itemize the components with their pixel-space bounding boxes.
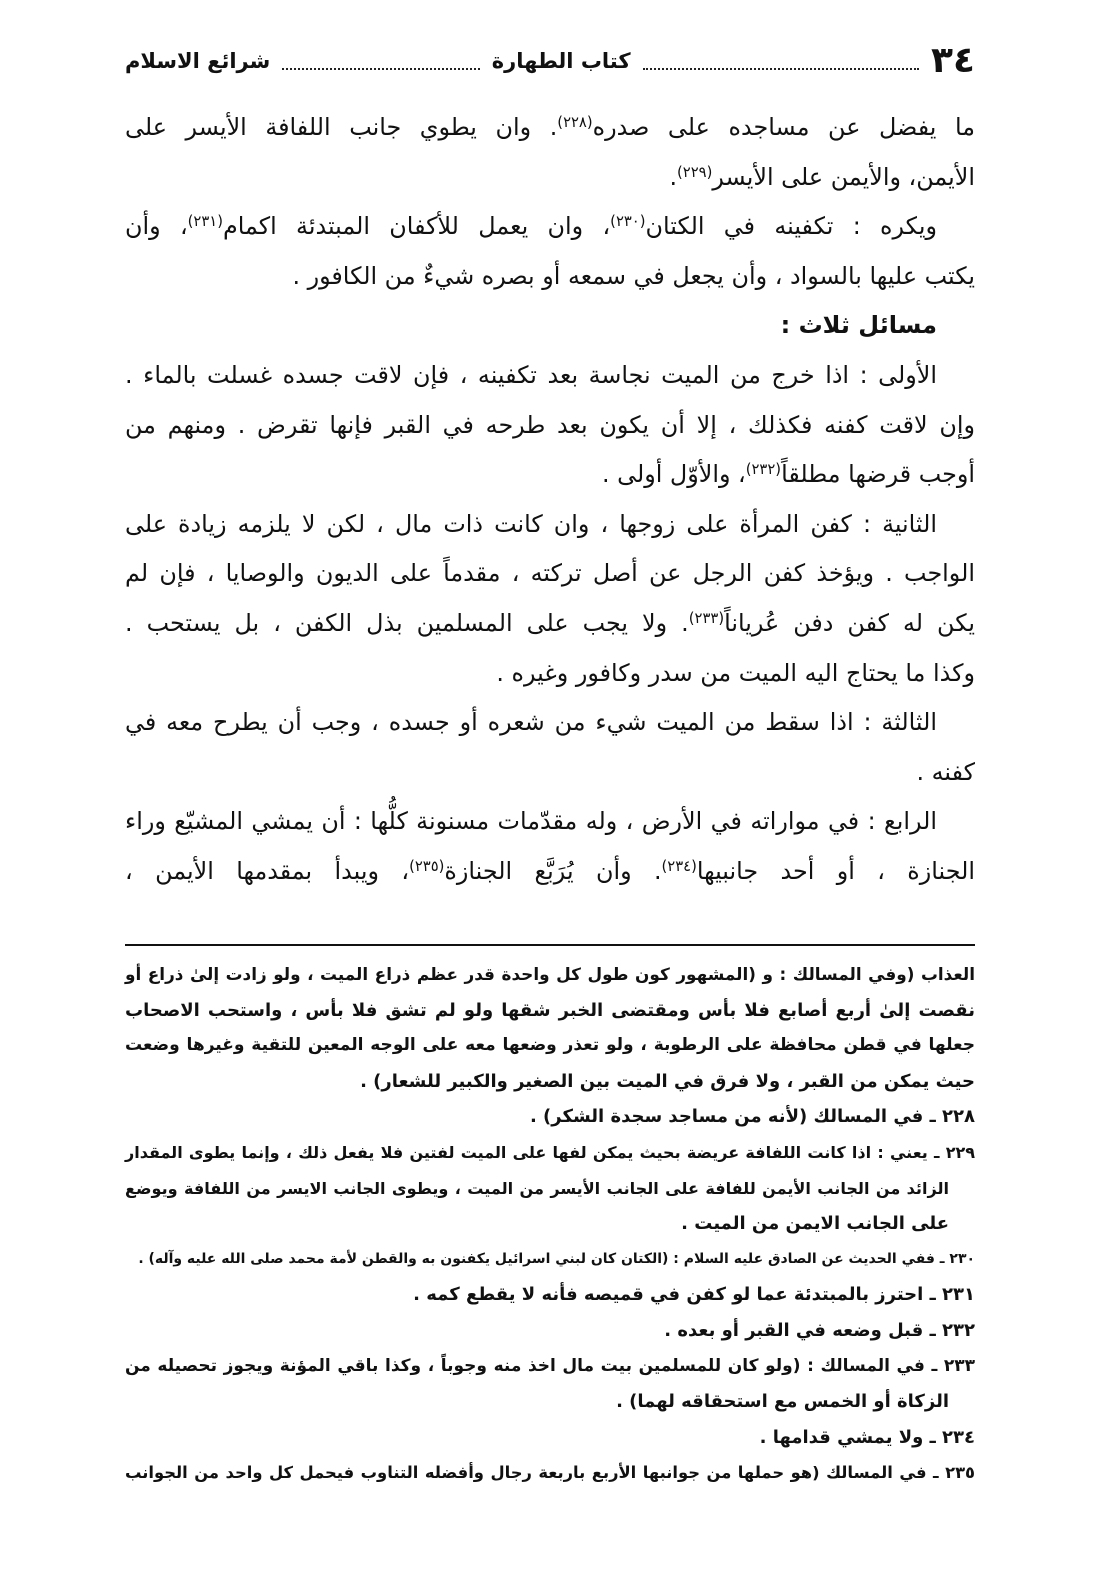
page-number: ٣٤ (931, 40, 975, 81)
footnote-number: ٢٣٥ (945, 1463, 976, 1483)
text-line: وكذا ما يحتاج اليه الميت من سدر وكافور وغيره . (496, 658, 975, 687)
running-header (125, 38, 975, 84)
main-text (125, 103, 975, 897)
paragraph-continued (125, 103, 975, 202)
footnote-number: ٢٢٨ (942, 1106, 975, 1128)
footnote-line (125, 1277, 975, 1313)
footnote-ref: (٢٣٤) (661, 857, 697, 875)
text-line: وإن لاقت كفنه فكذلك ، إلا أن يكون بعد طرحه في القبر فإنها تقرض . ومنهم من (125, 410, 975, 439)
footnote-ref: (٢٣٢) (745, 461, 782, 479)
paragraph-issue-first (125, 351, 975, 500)
book-title: شرائع الاسلام (124, 49, 271, 73)
footnotes (125, 957, 975, 1491)
footnote-ref: (٢٢٨) (557, 113, 593, 131)
footnote-line (125, 1455, 975, 1491)
footnote (125, 1099, 975, 1135)
footnote-ref: (٢٢٩) (677, 163, 713, 181)
chapter-title: كتاب الطهارة (491, 49, 631, 73)
footnote-line (125, 1135, 975, 1171)
footnote-line (125, 1242, 975, 1278)
footnote-text: ـ يعني : اذا كانت اللفافة عريضة بحيث يمكن لفها على الميت لفتين فلا يفعل ذلك ، وإنما يطوى المقدار (125, 1142, 940, 1162)
text-line: كفنه . (916, 757, 975, 786)
footnote-text: ـ ولا يمشي قدامها . (759, 1426, 936, 1448)
text-line: الجنازة ، أو أحد جانبيها$^{(٢٣٤)}$. وأن يُرَبَّع الجنازة$^{(٢٣٥)}$، ويبدأ بمقدمها الأيمن ، (125, 856, 975, 885)
footnote-text: ـ ففي الحديث عن الصادق عليه السلام : (الكتان كان لبني اسرائيل يكفنون به والقطن لأمة محمد صلى الله عليه وآله) . (138, 1250, 945, 1267)
paragraph-issue-second (125, 500, 975, 698)
footnote (125, 1349, 975, 1420)
footnote-line (125, 1099, 975, 1135)
text-line: الرابع : في مواراته في الأرض ، وله مقدّمات مسنونة كلُّها : أن يمشي المشيّع وراء (125, 807, 937, 836)
footnote-separator (125, 944, 975, 946)
footnote-line: جعلها في قطن محافظة على الرطوبة ، ولو تعذر وضعها معه على الوجه المعين للتقية وغيرها وضعت (125, 1035, 975, 1056)
footnote-ref: (٢٣٠) (610, 213, 646, 231)
text-line: الثانية : كفن المرأة على زوجها ، وان كانت ذات مال ، لكن لا يلزمه زيادة على (125, 509, 937, 538)
text-line: الأيمن، والأيمن على الأيسر$^{(٢٢٩)}$. (669, 162, 975, 191)
text-line: ويكره : تكفينه في الكتان$^{(٢٣٠)}$، وان يعمل للأكفان المبتدئة اكمام$^{(٢٣١)}$، وأن (125, 212, 937, 241)
text-line: يكتب عليها بالسواد ، وأن يجعل في سمعه أو بصره شيءٌ من الكافور . (292, 261, 975, 290)
footnote-number: ٢٢٩ (945, 1142, 975, 1162)
footnote (125, 1420, 975, 1456)
footnote-line: نقصت إلىٰ أربع أصابع فلا بأس ومقتضى الخبر شقها ولو لم تشق فلا بأس ، واستحب الاصحاب (125, 999, 975, 1021)
text-line: ما يفضل عن مساجده على صدره$^{(٢٢٨)}$. وان يطوي جانب اللفافة الأيسر على (125, 113, 975, 141)
text-line: يكن له كفن دفن عُرياناً$^{(٢٣٣)}$. ولا يجب على المسلمين بذل الكفن ، بل يستحب . (125, 608, 975, 637)
footnote-continued (125, 957, 975, 1099)
footnote-text: ـ قبل وضعه في القبر أو بعده . (664, 1319, 936, 1341)
footnote-ref: (٢٣٣) (688, 609, 725, 627)
paragraph-disliked (125, 202, 975, 301)
footnote-number: ٢٣٠ (949, 1250, 975, 1267)
footnote-number: ٢٣٤ (942, 1426, 975, 1448)
footnote-number: ٢٣٢ (942, 1319, 975, 1341)
text-line: الأولى : اذا خرج من الميت نجاسة بعد تكفينه ، فإن لاقت جسده غسلت بالماء . (125, 360, 937, 389)
footnote-ref: (٢٣٥) (409, 857, 445, 875)
footnote (125, 1242, 975, 1278)
footnote (125, 1277, 975, 1313)
paragraph-issue-third (125, 698, 975, 797)
text-line: الواجب . ويؤخذ كفن الرجل عن أصل تركته ، مقدماً على الديون والوصايا ، فإن لم (125, 559, 975, 588)
footnote-text: ـ في المسالك : (ولو كان للمسلمين بيت مال اخذ منه وجوباً ، وكذا باقي المؤنة ويجوز تحصيله من (125, 1355, 938, 1376)
leader-dots (282, 68, 479, 70)
footnote-line (125, 1420, 975, 1456)
footnote (125, 1313, 975, 1349)
footnote-number: ٢٣٣ (943, 1355, 976, 1376)
footnote-line (125, 1313, 975, 1349)
paragraph-fourth-section (125, 797, 975, 896)
text-line: أوجب قرضها مطلقاً$^{(٢٣٢)}$، والأوّل أولى . (601, 460, 975, 489)
footnote-line: العذاب (وفي المسالك : و (المشهور كون طول كل واحدة قدر عظم ذراع الميت ، ولو زادت إلىٰ ذراع أو (125, 964, 975, 984)
footnote-line: الزائد من الجانب الأيمن للفافة على الجانب الأيسر من الميت ، ويطوى الجانب الايسر من اللفافة ويوضع (125, 1178, 949, 1198)
footnote-number: ٢٣١ (942, 1284, 975, 1306)
footnote-text: ـ في المسالك (لأنه من مساجد سجدة الشكر) . (529, 1106, 936, 1128)
footnote-line: الزكاة أو الخمس مع استحقاقه لهما) . (616, 1391, 949, 1413)
footnote-text: ـ احترز بالمبتدئة عما لو كفن في قميصه فأنه لا يقطع كمه . (413, 1284, 936, 1306)
footnote-line (125, 1349, 975, 1385)
footnote (125, 1455, 975, 1491)
footnote-ref: (٢٣١) (187, 213, 223, 231)
section-heading: مسائل ثلاث : (780, 311, 937, 340)
footnote-line: حيث يمكن من القبر ، ولا فرق في الميت بين الصغير والكبير للشعار) . (360, 1070, 975, 1092)
footnote-line: على الجانب الايمن من الميت . (681, 1213, 949, 1235)
footnote-text: ـ في المسالك (هو حملها من جوانبها الأربع باربعة رجال وأفضله التناوب فيحمل كل واحد من الجوانب (125, 1463, 939, 1483)
text-line: الثالثة : اذا سقط من الميت شيء من شعره أو جسده ، وجب أن يطرح معه في (125, 708, 937, 737)
leader-dots (643, 68, 919, 70)
footnote (125, 1135, 975, 1242)
